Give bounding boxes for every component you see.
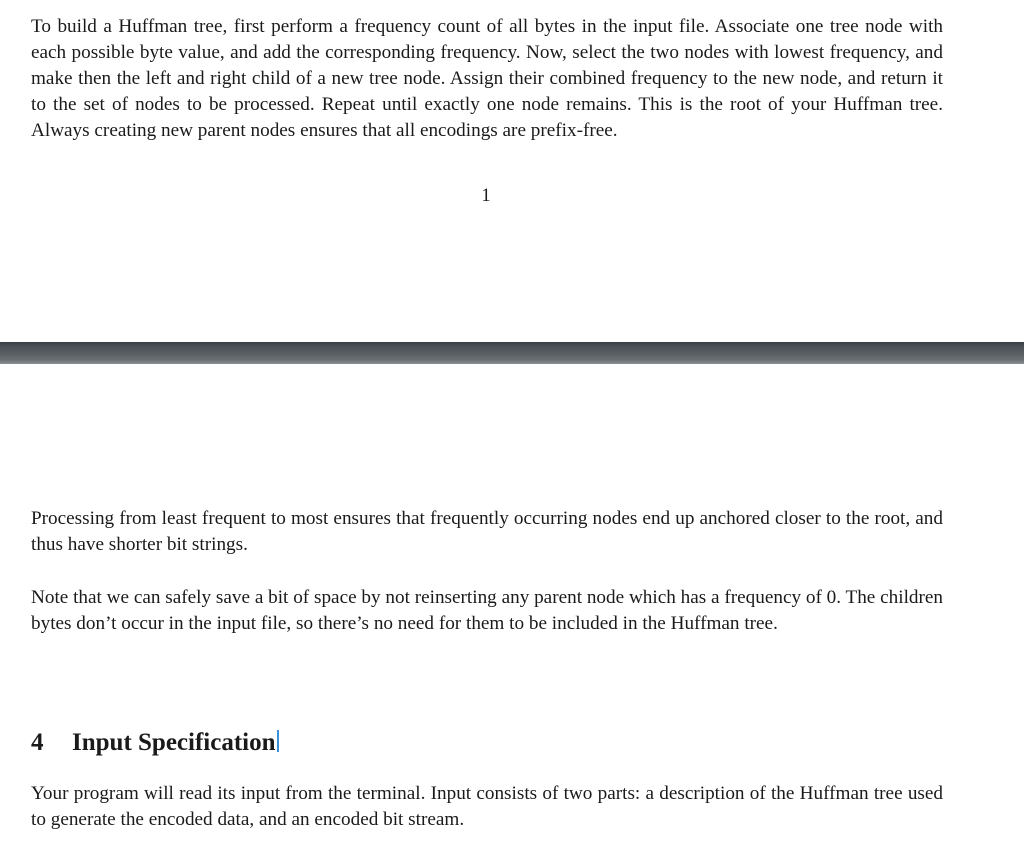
huffman-build-paragraph: To build a Huffman tree, first perform a frequency count of all bytes in the input file. Associate one tree node with each possible byte value, and add the corresponding frequency. Now, select the two nodes with lowest frequency, and make then the left and right child of a new tree node. Assign their combined frequency to the new node, and return it to the set of nodes to be processed. Repeat until exactly one node remains. This is the root of your Huffman tree. Always creating new parent nodes ensures that all encodings are prefix-free. xyxy=(31,16,943,141)
text-cursor xyxy=(277,730,279,752)
section-heading xyxy=(31,726,279,760)
document-page-1 xyxy=(0,0,1024,342)
processing-order-paragraph: Processing from least frequent to most ensures that frequently occurring nodes end up anchored closer to the root, and thus have shorter bit strings. xyxy=(31,508,943,555)
page-separator xyxy=(0,342,1024,364)
section-title: Input Specification xyxy=(72,729,276,756)
page-number: 1 xyxy=(481,186,491,206)
zero-frequency-note-paragraph: Note that we can safely save a bit of space by not reinserting any parent node which has a frequency of 0. The children bytes don’t occur in the input file, so there’s no need for them to be included in the Huffman tree. xyxy=(31,587,943,634)
input-spec-paragraph: Your program will read its input from the terminal. Input consists of two parts: a description of the Huffman tree used to generate the encoded data, and an encoded bit stream. xyxy=(31,783,943,830)
section-number: 4 xyxy=(31,729,44,756)
